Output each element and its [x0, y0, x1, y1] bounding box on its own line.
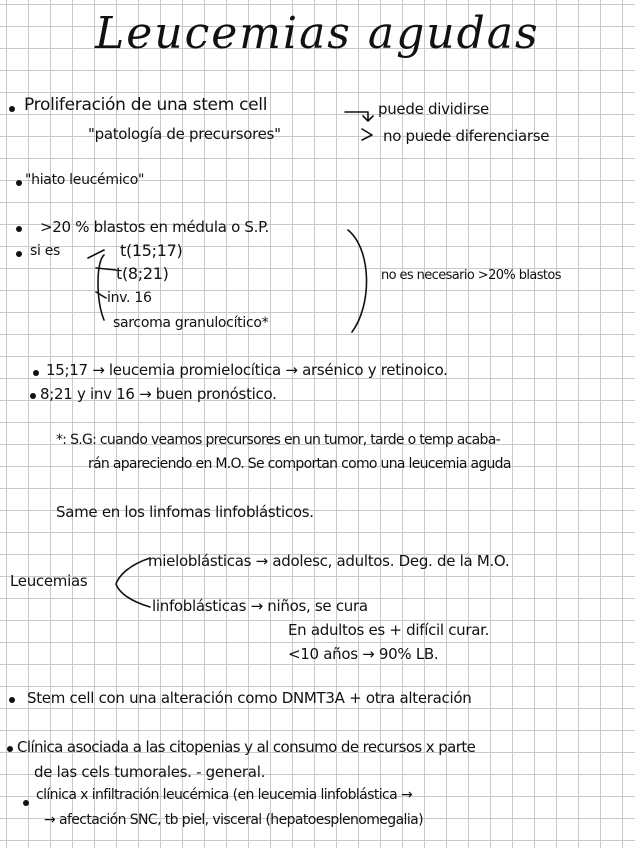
page-title: Leucemias agudas — [95, 8, 540, 59]
brace-icon — [116, 558, 150, 607]
note-line: Proliferación de una stem cell — [24, 95, 268, 115]
note-line: sarcoma granulocítico* — [113, 315, 269, 331]
note-line: t(15;17) — [120, 241, 183, 260]
note-line: → afectación SNC, tb piel, visceral (hepatoesplenomegalia) — [44, 812, 423, 828]
note-line: 8;21 y inv 16 → buen pronóstico. — [40, 385, 277, 403]
note-line: >20 % blastos en médula o S.P. — [40, 218, 269, 236]
note-line: si es — [30, 243, 61, 259]
brace-icon — [348, 230, 367, 332]
note-line: Stem cell con una alteración como DNMT3A + otra alteración — [27, 689, 472, 707]
arrow-icon — [362, 129, 372, 140]
note-line: no puede diferenciarse — [383, 127, 550, 145]
note-line: mieloblásticas → adolesc, adultos. Deg. de la M.O. — [148, 552, 510, 570]
note-line: "patología de precursores" — [88, 125, 281, 143]
note-line: *: S.G: cuando veamos precursores en un tumor, tarde o temp acaba- — [56, 432, 500, 448]
note-line: 15;17 → leucemia promielocítica → arsénico y retinoico. — [46, 361, 448, 379]
note-line: Same en los linfomas linfoblásticos. — [56, 503, 314, 521]
note-line: rán apareciendo en M.O. Se comportan como una leucemia aguda — [88, 456, 511, 472]
note-line: t(8;21) — [116, 264, 169, 283]
note-line: linfoblásticas → niños, se cura — [152, 597, 368, 615]
note-line: <10 años → 90% LB. — [288, 645, 439, 663]
bracket-icon — [98, 255, 104, 320]
note-line: puede dividirse — [378, 100, 489, 118]
note-line: clínica x infiltración leucémica (en leucemia linfoblástica → — [36, 787, 413, 803]
note-line: Leucemias — [10, 572, 88, 590]
note-line: de las cels tumorales. - general. — [34, 763, 266, 781]
arrow-icon — [345, 112, 368, 120]
note-line: En adultos es + difícil curar. — [288, 621, 490, 639]
note-line: "hiato leucémico" — [25, 172, 145, 188]
note-line: Clínica asociada a las citopenias y al consumo de recursos x parte — [17, 738, 476, 756]
note-line: inv. 16 — [107, 290, 152, 306]
note-line: no es necesario >20% blastos — [381, 268, 561, 283]
